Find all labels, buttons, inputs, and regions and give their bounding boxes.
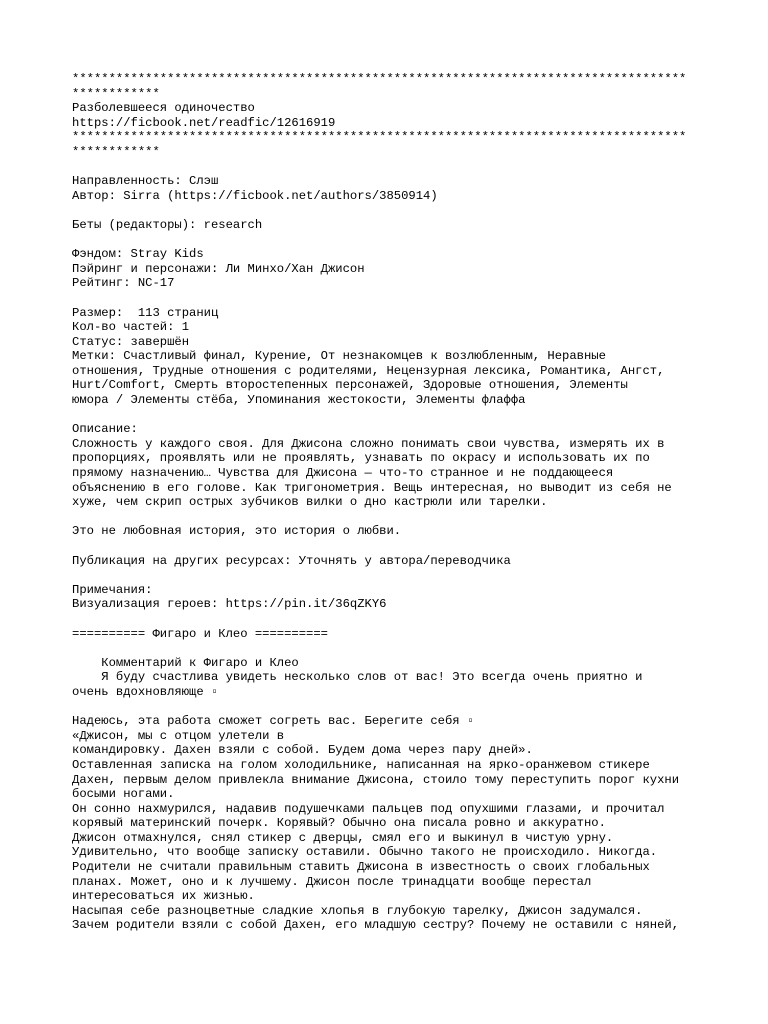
text-line: Беты (редакторы): research: [72, 217, 263, 232]
text-line: Джисон отмахнулся, снял стикер с дверцы, смял его и выкинул в чистую урну.: [72, 830, 614, 845]
text-line: ************************************************************************************: [72, 130, 687, 145]
text-line: Примечания:: [72, 582, 153, 597]
text-line: Комментарий к Фигаро и Клео: [72, 655, 299, 670]
text-line: очень вдохновляюще ▫: [72, 684, 219, 699]
text-line: Разболевшееся одиночество: [72, 101, 255, 116]
blank-line: [72, 160, 712, 175]
text-line: ************: [72, 86, 160, 101]
text-line: Это не любовная история, это история о любви.: [72, 524, 402, 539]
text-line: объяснению в его голове. Как тригонометрия. Вещь интересная, но выводит из себя не: [72, 480, 672, 495]
text-line: Статус: завершён: [72, 334, 190, 349]
blank-line: [72, 408, 712, 423]
blank-line: [72, 233, 712, 248]
text-line: Пэйринг и персонажи: Ли Минхо/Хан Джисон: [72, 261, 365, 276]
text-line: интересоваться их жизнью.: [72, 889, 255, 904]
text-line: Он сонно нахмурился, надавив подушечками пальцев под опухшими глазами, и прочитал: [72, 801, 665, 816]
text-line: Сложность у каждого своя. Для Джисона сложно понимать свои чувства, измерять их в: [72, 436, 665, 451]
blank-line: [72, 641, 712, 656]
text-line: хуже, чем скрип острых зубчиков вилки о дно кастрюли или тарелки.: [72, 495, 548, 510]
text-line: Описание:: [72, 422, 138, 437]
text-line: ========== Фигаро и Клео ==========: [72, 626, 328, 641]
blank-line: [72, 203, 712, 218]
text-line: Оставленная записка на голом холодильнике, написанная на ярко-оранжевом стикере: [72, 757, 650, 772]
text-line: ************: [72, 144, 160, 159]
blank-line: [72, 291, 712, 306]
text-line: Направленность: Слэш: [72, 174, 219, 189]
text-line: Размер: 113 страниц: [72, 305, 219, 320]
text-line: прямому назначению… Чувства для Джисона — что-то странное и не поддающееся: [72, 466, 614, 481]
text-line: командировку. Дахен взяли с собой. Будем дома через пару дней».: [72, 743, 533, 758]
blank-line: [72, 568, 712, 583]
blank-line: [72, 510, 712, 525]
text-line: Насыпая себе разноцветные сладкие хлопья в глубокую тарелку, Джисон задумался.: [72, 903, 643, 918]
text-line: Hurt/Comfort, Смерть второстепенных персонажей, Здоровые отношения, Элементы: [72, 378, 628, 393]
text-line: Фэндом: Stray Kids: [72, 247, 204, 262]
text-line: ************************************************************************************: [72, 72, 687, 86]
text-line: пропорциях, проявлять или не проявлять, узнавать по окрасу и использовать их по: [72, 451, 650, 466]
text-line: Дахен, первым делом привлекла внимание Джисона, стоило тому переступить порог кухни: [72, 772, 680, 787]
text-line: босыми ногами.: [72, 787, 175, 802]
text-line: Визуализация героев: https://pin.it/36qZKY6: [72, 597, 387, 612]
text-line: https://ficbook.net/readfic/12616919: [72, 115, 336, 130]
blank-line: [72, 700, 712, 715]
text-line: Родители не считали правильным ставить Джисона в известность о своих глобальных: [72, 860, 650, 875]
text-line: отношения, Трудные отношения с родителями, Нецензурная лексика, Романтика, Ангст,: [72, 363, 665, 378]
text-line: Зачем родители взяли с собой Дахен, его младшую сестру? Почему не оставили с няней,: [72, 918, 680, 933]
text-line: Метки: Счастливый финал, Курение, От незнакомцев к возлюбленным, Неравные: [72, 349, 606, 364]
document-text: [72, 72, 712, 933]
text-line: юмора / Элементы стёба, Упоминания жестокости, Элементы флаффа: [72, 393, 526, 408]
text-line: Рейтинг: NC-17: [72, 276, 175, 291]
text-line: корявый материнский почерк. Корявый? Обычно она писала ровно и аккуратно.: [72, 816, 606, 831]
text-line: Надеюсь, эта работа сможет согреть вас. Берегите себя ▫: [72, 714, 475, 729]
text-line: «Джисон, мы с отцом улетели в: [72, 728, 285, 743]
text-line: Я буду счастлива увидеть несколько слов от вас! Это всегда очень приятно и: [72, 670, 643, 685]
blank-line: [72, 612, 712, 627]
text-line: Автор: Sirra (https://ficbook.net/authors/3850914): [72, 188, 438, 203]
text-line: Кол-во частей: 1: [72, 320, 190, 335]
blank-line: [72, 539, 712, 554]
text-line: Удивительно, что вообще записку оставили. Обычно такого не происходило. Никогда.: [72, 845, 658, 860]
text-line: планах. Может, оно и к лучшему. Джисон после тринадцати вообще перестал: [72, 874, 592, 889]
text-line: Публикация на других ресурсах: Уточнять у автора/переводчика: [72, 553, 511, 568]
